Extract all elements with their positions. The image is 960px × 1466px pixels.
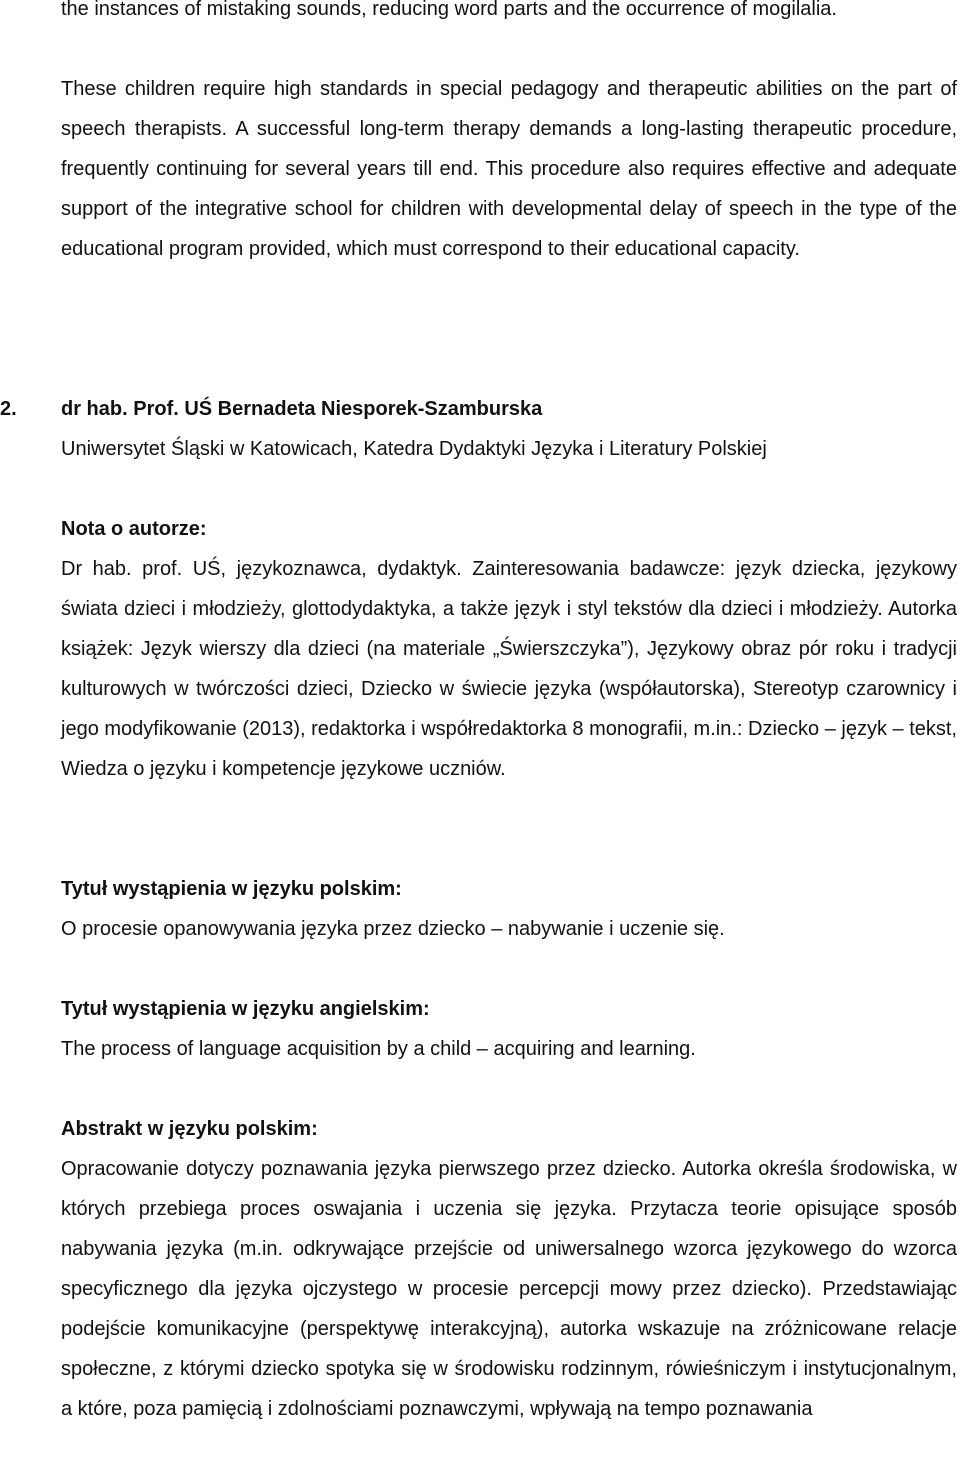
intro-paragraph-tail: the instances of mistaking sounds, reducing word parts and the occurrence of mogilalia. — [61, 0, 837, 20]
abstract-pl-text: Opracowanie dotyczy poznawania języka pierwszego przez dziecko. Autorka określa środowiska, w których przebiega proces oswajania i uczenia się języka. Przytacza teorie opisujące sposób nabywania języka (m.in. odkrywające przejście od uniwersalnego wzorca językowego do wzorca specyficznego dla języka ojczystego w procesie percepcji mowy przez dziecko). Przedstawiając podejście komunikacyjne (perspektywę interakcyjną), autorka wskazuje na zróżnicowane relacje społeczne, z którymi dziecko spotyka się w środowisku rodzinnym, rówieśniczym i instytucjonalnym, a które, poza pamięcią i zdolnościami poznawczymi, wpływają na tempo poznawania — [61, 1158, 957, 1420]
title-pl-text: O procesie opanowywania języka przez dziecko – nabywanie i uczenie się. — [61, 918, 725, 940]
title-en-text: The process of language acquisition by a child – acquiring and learning. — [61, 1038, 696, 1060]
title-en-heading: Tytuł wystąpienia w języku angielskim: — [61, 998, 430, 1020]
title-pl-heading: Tytuł wystąpienia w języku polskim: — [61, 878, 402, 900]
speaker-affiliation: Uniwersytet Śląski w Katowicach, Katedra Dydaktyki Języka i Literatury Polskiej — [61, 438, 767, 460]
author-note-text: Dr hab. prof. UŚ, językoznawca, dydaktyk. Zainteresowania badawcze: język dziecka, językowy świata dzieci i młodzieży, glottodydaktyka, a także język i styl tekstów dla dzieci i młodzieży. Autorka książek: Język wierszy dla dzieci (na materiale „Świerszczyka”), Językowy obraz pór roku i tradycji kulturowych w twórczości dzieci, Dziecko w świecie języka (współautorska), Stereotyp czarownicy i jego modyfikowanie (2013), redaktorka i współredaktorka 8 monografii, m.in.: Dziecko – język – tekst, Wiedza o języku i kompetencje językowe uczniów. — [61, 558, 957, 780]
abstract-pl-heading: Abstrakt w języku polskim: — [61, 1118, 318, 1140]
speaker-number: 2. — [0, 398, 17, 420]
author-note-heading: Nota o autorze: — [61, 518, 207, 540]
intro-paragraph: These children require high standards in special pedagogy and therapeutic abilities on the part of speech therapists. A successful long-term therapy demands a long-lasting therapeutic procedure, frequently continuing for several years till end. This procedure also requires effective and adequate support of the integrative school for children with developmental delay of speech in the type of the educational program provided, which must correspond to their educational capacity. — [61, 78, 957, 260]
speaker-name: dr hab. Prof. UŚ Bernadeta Niesporek-Szamburska — [61, 398, 543, 420]
